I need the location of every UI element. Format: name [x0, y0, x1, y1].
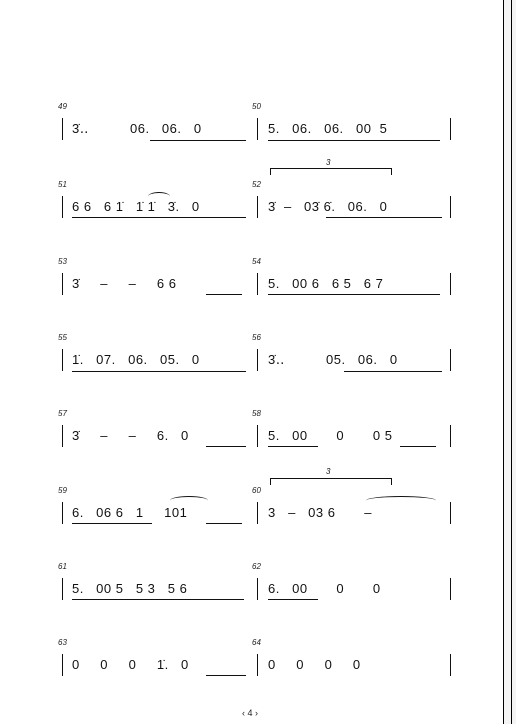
beam-line: [344, 371, 442, 372]
measure-63-notes: 0 0 0 1̇. 0: [72, 657, 189, 672]
beam-line: [268, 599, 318, 600]
measure-59-notes: 6. 06 6 1 101: [72, 505, 188, 520]
slur: [170, 496, 208, 505]
barline: [450, 349, 451, 371]
measure-number: 52: [252, 180, 261, 189]
measure-number: 59: [58, 486, 67, 495]
barline: [62, 654, 63, 676]
barline: [450, 578, 451, 600]
beam-line: [268, 140, 440, 141]
barline: [62, 349, 63, 371]
measure-number: 51: [58, 180, 67, 189]
measure-number: 56: [252, 333, 261, 342]
barline: [257, 349, 258, 371]
measure-number: 54: [252, 257, 261, 266]
measure-number: 49: [58, 102, 67, 111]
measure-52-notes: 3̇ – 03̇ 6̇. 06. 0: [268, 199, 388, 214]
measure-64-notes: 0 0 0 0: [268, 657, 361, 672]
barline: [257, 118, 258, 140]
measure-number: 57: [58, 409, 67, 418]
slur: [366, 496, 436, 505]
barline: [62, 502, 63, 524]
barline: [257, 654, 258, 676]
barline: [450, 654, 451, 676]
measure-number: 58: [252, 409, 261, 418]
measure-number: 64: [252, 638, 261, 647]
beam-line: [206, 446, 246, 447]
barline: [257, 425, 258, 447]
barline: [450, 273, 451, 295]
measure-62-notes: 6. 00 0 0: [268, 581, 381, 596]
measure-61-notes: 5. 00 5 5 3 5 6: [72, 581, 188, 596]
measure-number: 60: [252, 486, 261, 495]
page-frame-edge: [503, 0, 516, 724]
beam-line: [72, 599, 244, 600]
barline: [450, 196, 451, 218]
page-number: ‹ 4 ›: [241, 708, 258, 718]
barline: [62, 196, 63, 218]
measure-60-notes: 3 – 03 6 –: [268, 505, 372, 520]
barline: [257, 196, 258, 218]
beam-line: [268, 294, 440, 295]
measure-number: 55: [58, 333, 67, 342]
beam-line: [326, 217, 442, 218]
measure-51-notes: 6 6 6 1̇ 1̇ 1̇ 3̇. 0: [72, 199, 200, 214]
beam-line: [72, 371, 246, 372]
measure-55-notes: 1̇. 07. 06. 05. 0: [72, 352, 200, 367]
measure-number: 62: [252, 562, 261, 571]
barline: [450, 502, 451, 524]
beam-line: [72, 217, 246, 218]
barline: [450, 425, 451, 447]
beam-line: [150, 140, 246, 141]
beam-line: [206, 523, 242, 524]
tuplet-label: 3: [326, 467, 331, 476]
beam-line: [268, 446, 318, 447]
measure-number: 63: [58, 638, 67, 647]
measure-58-notes: 5. 00 0 0 5: [268, 428, 393, 443]
measure-number: 53: [58, 257, 67, 266]
barline: [257, 502, 258, 524]
beam-line: [206, 675, 246, 676]
tuplet-bracket: [270, 478, 392, 485]
measure-53-notes: 3̇ – – 6 6: [72, 276, 177, 291]
barline: [62, 118, 63, 140]
barline: [450, 118, 451, 140]
measure-54-notes: 5. 00 6 6 5 6 7: [268, 276, 384, 291]
barline: [257, 578, 258, 600]
barline: [257, 273, 258, 295]
measure-number: 61: [58, 562, 67, 571]
measure-56-notes: 3̇‥ 05. 06. 0: [268, 352, 398, 367]
beam-line: [72, 523, 152, 524]
barline: [62, 578, 63, 600]
tuplet-label: 3: [326, 158, 331, 167]
measure-49-notes: 3̇‥ 06. 06. 0: [72, 121, 202, 136]
measure-57-notes: 3̇ – – 6. 0: [72, 428, 189, 443]
measure-50-notes: 5. 06. 06. 00 5: [268, 121, 388, 136]
beam-line: [206, 294, 242, 295]
beam-line: [400, 446, 436, 447]
barline: [62, 273, 63, 295]
tuplet-bracket: [270, 168, 392, 175]
barline: [62, 425, 63, 447]
measure-number: 50: [252, 102, 261, 111]
